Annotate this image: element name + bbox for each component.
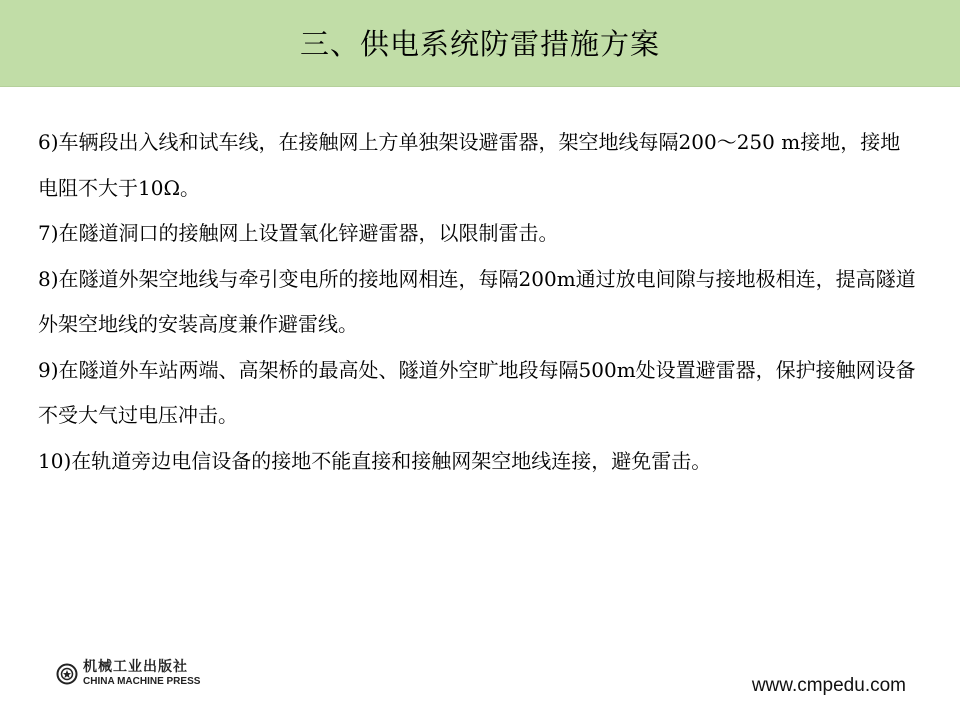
header-bar (0, 0, 960, 87)
paragraph-7: 7)在隧道洞口的接触网上设置氧化锌避雷器，以限制雷击。 (38, 221, 559, 245)
paragraph-10: 10)在轨道旁边电信设备的接地不能直接和接触网架空地线连接，避免雷击。 (38, 448, 712, 473)
paragraph-6: 6)车辆段出入线和试车线，在接触网上方单独架设避雷器，架空地线每隔200～250 m接地，接地电阻不大于10Ω。 (38, 130, 901, 200)
content-body (38, 120, 918, 484)
publisher-name-en: CHINA MACHINE PRESS (83, 676, 201, 687)
paragraph-9: 9)在隧道外车站两端、高架桥的最高处、隧道外空旷地段每隔500m处设置避雷器，保护接触网设备不受大气过电压冲击。 (38, 357, 916, 427)
publisher-logo (56, 658, 256, 692)
paragraph-8: 8)在隧道外架空地线与牵引变电所的接地网相连，每隔200m通过放电间隙与接地极相连，提高隧道外架空地线的安装高度兼作避雷线。 (38, 266, 916, 336)
cmp-logo-icon (56, 663, 78, 685)
publisher-name-cn: 机械工业出版社 (83, 659, 188, 675)
website-url: www.cmpedu.com (751, 675, 906, 696)
slide-title: 三、供电系统防雷措施方案 (299, 27, 660, 61)
